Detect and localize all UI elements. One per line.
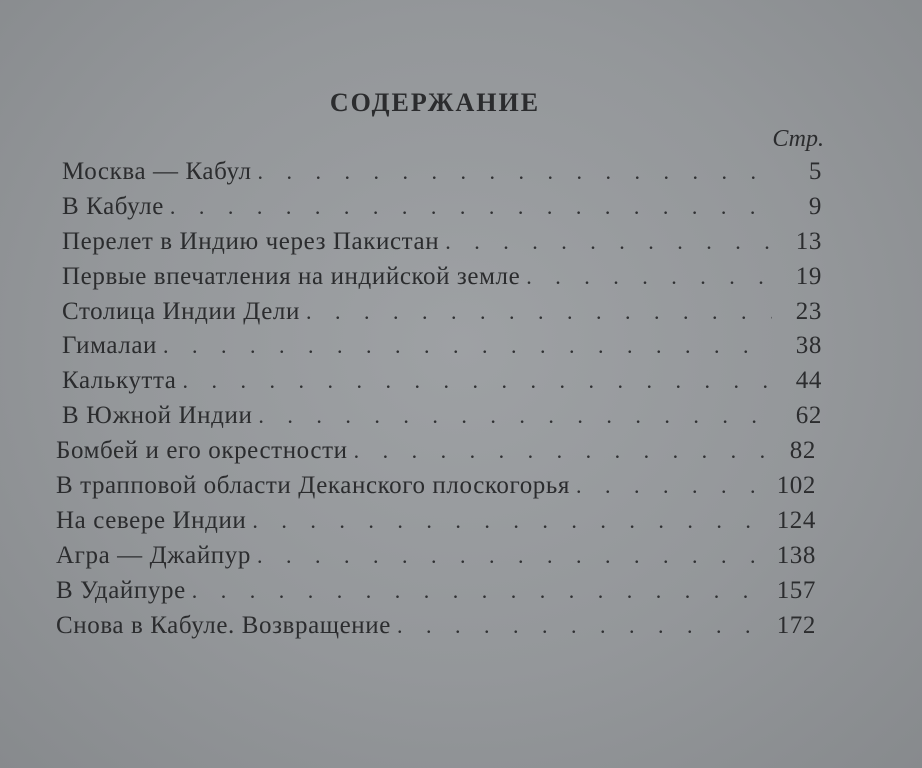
toc-entry-page: 5 bbox=[808, 158, 822, 185]
toc-entry-title: В трапповой области Деканского плоскогорья bbox=[56, 472, 570, 500]
toc-entry-page: 124 bbox=[776, 506, 816, 534]
toc-entry bbox=[62, 263, 822, 298]
toc-entry-page: 157 bbox=[776, 576, 816, 604]
toc-entry-title: В Удайпуре bbox=[56, 576, 186, 604]
dot-leader bbox=[192, 578, 766, 604]
dot-leader bbox=[526, 264, 772, 290]
toc-entry-title: Бомбей и его окрестности bbox=[56, 437, 348, 465]
toc-entry-page: 102 bbox=[776, 472, 816, 500]
toc-entry bbox=[56, 437, 816, 472]
dot-leader bbox=[397, 613, 766, 639]
toc-entry-title: В Южной Индии bbox=[62, 402, 253, 430]
toc-entry-page: 44 bbox=[795, 367, 822, 395]
toc-entry-page: 23 bbox=[795, 297, 822, 325]
dot-leader bbox=[257, 543, 766, 569]
dot-leader bbox=[170, 194, 772, 220]
toc-entry-title: Гималаи bbox=[62, 332, 157, 360]
dot-leader bbox=[258, 159, 772, 185]
toc-entry-page: 172 bbox=[776, 611, 816, 639]
toc-entry bbox=[62, 228, 822, 263]
toc-entry bbox=[62, 367, 822, 402]
toc-entry bbox=[62, 193, 822, 228]
dot-leader bbox=[306, 299, 772, 325]
toc-entry bbox=[62, 298, 822, 333]
toc-entry bbox=[62, 332, 822, 367]
toc-entry-page: 38 bbox=[795, 332, 822, 360]
toc-entry-title: Первые впечатления на индийской земле bbox=[62, 262, 521, 290]
contents-heading: СОДЕРЖАНИЕ bbox=[329, 88, 541, 117]
toc-entry-title: Столица Индии Дели bbox=[62, 297, 300, 325]
dot-leader bbox=[163, 333, 772, 359]
dot-leader bbox=[445, 229, 772, 255]
toc-entry-page: 62 bbox=[795, 402, 822, 430]
toc-entry bbox=[56, 612, 816, 647]
page-column-label: Стр. bbox=[772, 126, 824, 152]
dot-leader bbox=[576, 473, 766, 499]
toc-entry-page: 82 bbox=[789, 437, 816, 465]
toc-entry-title: В Кабуле bbox=[62, 192, 164, 220]
toc-entry bbox=[56, 542, 816, 577]
toc-entry-title: Агра — Джайпур bbox=[56, 541, 251, 569]
toc-entry bbox=[56, 472, 816, 507]
dot-leader bbox=[354, 438, 766, 464]
toc-entry-title: Москва — Кабул bbox=[62, 158, 252, 185]
toc-entry-title: На севере Индии bbox=[56, 506, 247, 534]
toc-entry-page: 13 bbox=[795, 227, 822, 255]
toc-entry-page: 19 bbox=[795, 262, 822, 290]
toc-entry bbox=[56, 577, 816, 612]
toc-entry-page: 9 bbox=[808, 192, 822, 220]
toc-entry-page: 138 bbox=[776, 541, 816, 569]
toc-entry bbox=[56, 507, 816, 542]
dot-leader bbox=[252, 508, 766, 534]
table-of-contents bbox=[56, 158, 822, 646]
toc-entry-title: Перелет в Индию через Пакистан bbox=[62, 227, 440, 255]
dot-leader bbox=[182, 368, 772, 394]
toc-entry-title: Калькутта bbox=[62, 367, 177, 395]
toc-entry-title: Снова в Кабуле. Возвращение bbox=[56, 611, 391, 639]
dot-leader bbox=[258, 403, 772, 429]
toc-entry bbox=[62, 158, 822, 193]
toc-entry bbox=[62, 402, 822, 437]
